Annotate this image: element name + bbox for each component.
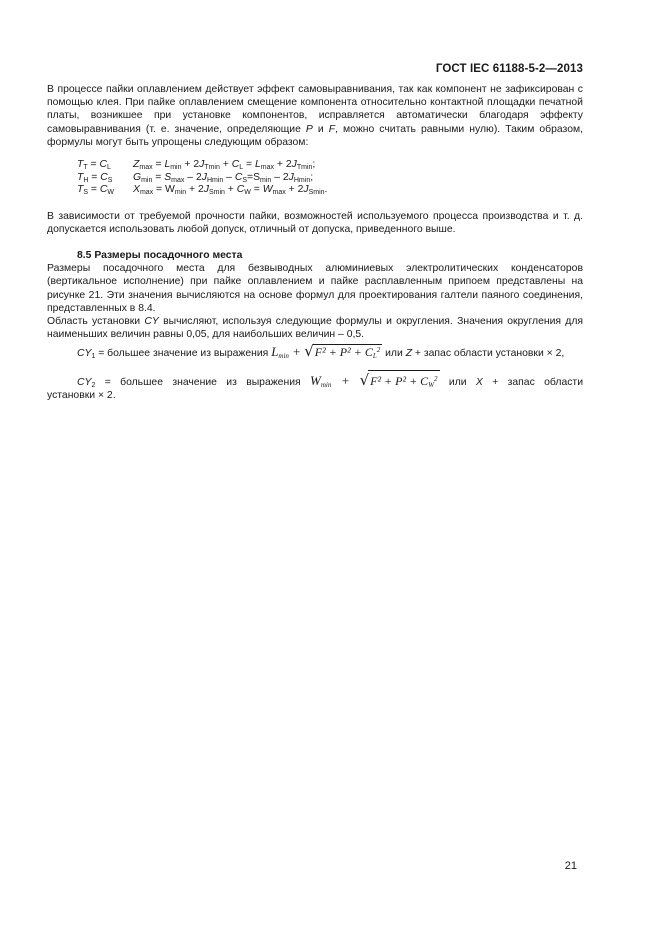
cy2-formula: $CY_2$ = большее значение из выражения $W_{min} + √F^2 + P^2 + C_W^2$ или X + запас области <box>77 371 583 389</box>
cy2-formula-continuation: установки × 2. <box>47 390 116 401</box>
p1-var-f: F <box>328 123 336 135</box>
p1-end: , можно считать равными нулю). Таким образом, формулы могут быть упрощены следующим образом: <box>47 123 583 148</box>
sqrt-sign-icon: √ <box>359 371 370 389</box>
p1-and: и <box>317 123 324 135</box>
paragraph-tolerance <box>47 210 583 236</box>
p1-var-p: P <box>305 123 313 135</box>
paragraph-self-alignment <box>47 83 583 149</box>
paragraph-land-dimensions: Размеры посадочного места для безвыводных алюминиевых электролитических конденсаторов (вертикальное исполнение) при пайке оплавлением и пайке расплавленным припоем представлены на рисунке 21. Эти значения вычисляются на основе формул для проектирования галтели паяного соединения, представленных в 8.4. <box>47 263 583 314</box>
formula-row-2: $T_H = C_S$ $G_{min} = S_{max} - 2J_{Hmin} - C_S=S_{min} - 2J_{Hmin}$; <box>77 171 314 184</box>
standard-header: ГОСТ IEC 61188-5-2—2013 <box>435 63 583 75</box>
section-title: 8.5 Размеры посадочного места <box>77 250 243 261</box>
page-number: 21 <box>564 860 577 872</box>
simplified-formulas <box>77 160 327 198</box>
p2-text: В зависимости от требуемой прочности пайки, возможностей используемого процесса производства и т. д. допускается использовать любой допуск, отличный от допуска, приведенного выше. <box>47 211 583 236</box>
section-8-5 <box>47 249 583 341</box>
formula-row-1: $T_T = C_L$ $Z_{max} = L_{min} + 2J_{Tmin} + C_L = L_{max} + 2J_{Tmin}$; <box>77 159 316 171</box>
p1-text: В процессе пайки оплавлением действует эффект самовыравнивания, так как компонент не зафиксирован с помощью клея. При пайке оплавлением смещение компонента относительно контактной площадки печатной платы, возникшее при установке компонентов, исправляется автоматически благодаря эффекту самовыравнивания (т. е. значение, определяющие <box>47 84 583 135</box>
cy1-formula: $CY_1$ = большее значение из выражения $L_{min} + √F^2 + P^2 + C_L^2$ или Z + запас области установки × 2, <box>77 342 565 360</box>
formula-row-3: $T_S = C_W$ $X_{max} = W_{min} + 2J_{Smin} + C_W = W_{max} + 2J_{Smin}$. <box>77 184 328 196</box>
paragraph-courtyard: Область установки CY вычисляют, используя следующие формулы и округления. Значения округления для наименьших величин равны 0,05, для наибольших величин – 0,5. <box>47 316 584 341</box>
sqrt-sign-icon: √ <box>304 342 314 360</box>
